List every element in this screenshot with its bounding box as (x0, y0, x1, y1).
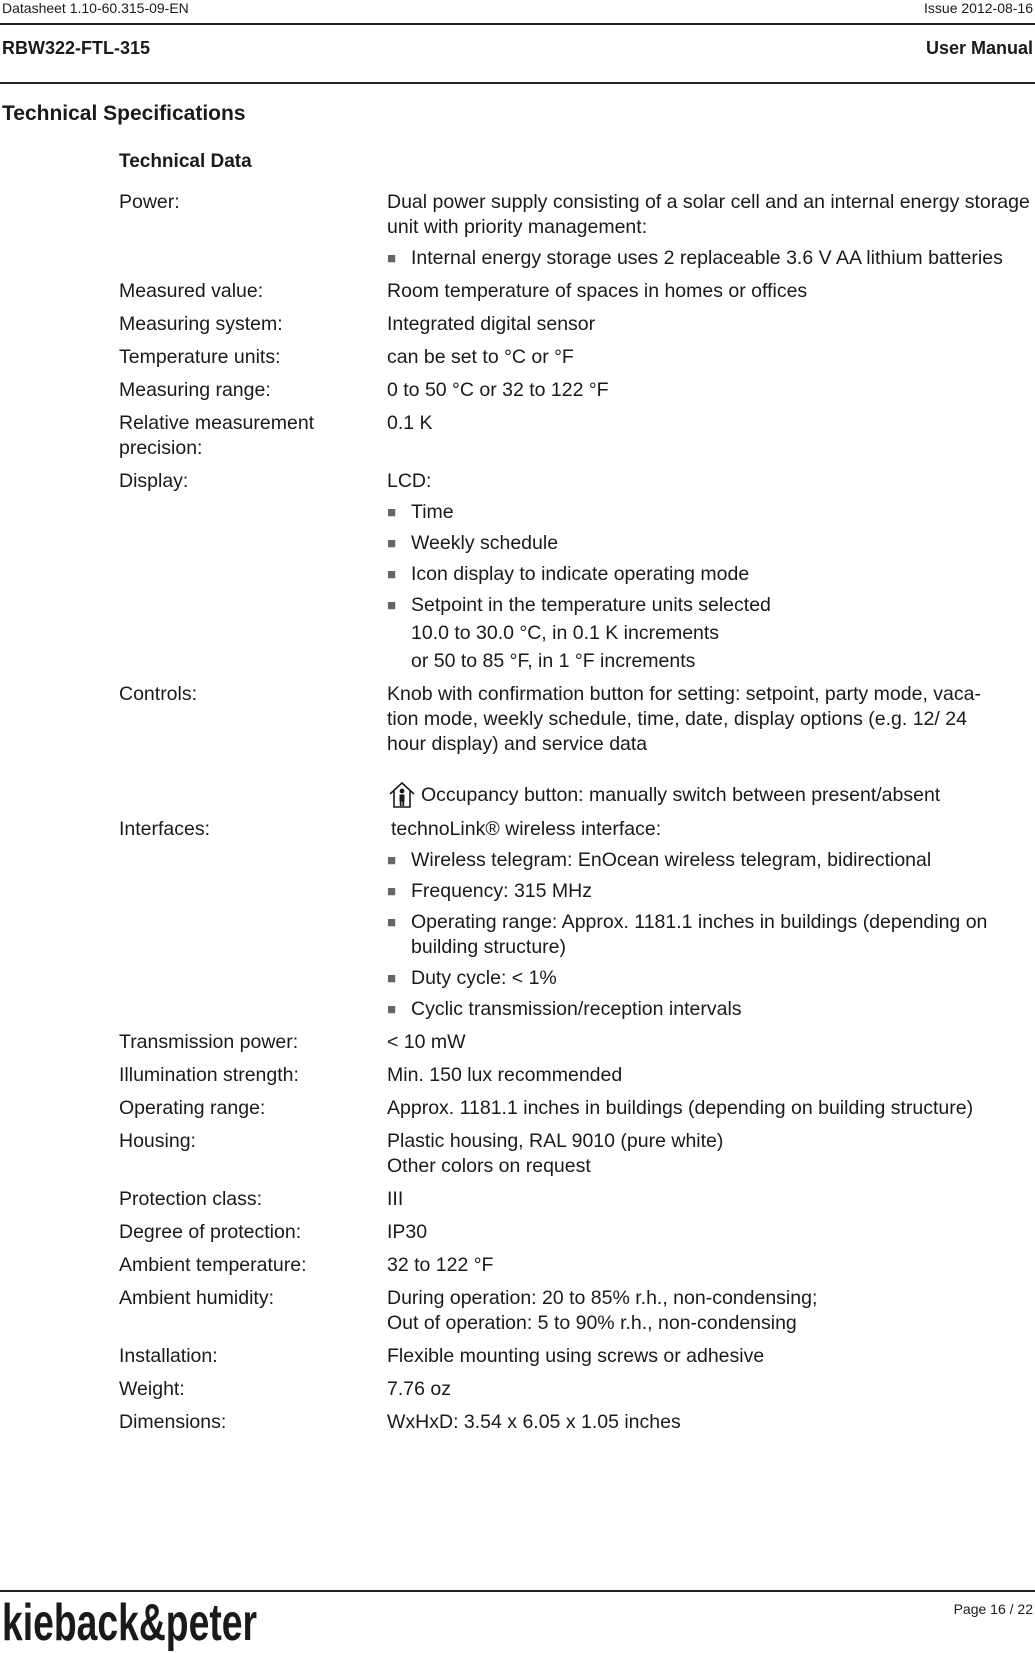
bullet-item: ■ Cyclic transmission/reception intervals (387, 997, 1035, 1022)
spec-label: Interfaces: (119, 818, 211, 840)
datasheet-number: Datasheet 1.10-60.315-09-EN (2, 0, 189, 16)
product-name: RBW322-FTL-315 (2, 38, 151, 58)
spec-label: Degree of protection: (119, 1221, 302, 1243)
occupancy-text: Occupancy button: manually switch between present/absent (421, 783, 941, 806)
spec-value (387, 469, 1035, 674)
spec-value: 0 to 50 °C or 32 to 122 °F (387, 379, 609, 401)
spec-table (119, 190, 1035, 1443)
bullet-item: ■ Icon display to indicate operating mode (387, 562, 1035, 587)
spec-value: 32 to 122 °F (387, 1254, 494, 1276)
spec-value (387, 817, 1035, 1022)
spec-value: Min. 150 lux recommended (387, 1064, 623, 1086)
header-rule-2 (0, 82, 1035, 84)
spec-value: can be set to °C or °F (387, 346, 574, 368)
spec-label: Controls: (119, 683, 198, 705)
bullet-item: ■ Wireless telegram: EnOcean wireless telegram, bidirectional (387, 848, 1035, 873)
spec-row-ambient-humidity (119, 1286, 1035, 1344)
spec-value: 0.1 K (387, 412, 433, 434)
spec-label: Power: (119, 191, 180, 213)
spec-label: Transmission power: (119, 1031, 299, 1053)
bullet-item: ■ Time (387, 500, 1035, 525)
humidity-line: During operation: 20 to 85% r.h., non-condensing; (387, 1287, 818, 1309)
bullet-item: ■ Internal energy storage uses 2 replaceable 3.6 V AA lithium batteries (387, 246, 1035, 271)
bullet-item: ■ Setpoint in the temperature units selected (387, 593, 1035, 618)
spec-label: Temperature units: (119, 346, 281, 368)
spec-label: Illumination strength: (119, 1064, 299, 1086)
spec-row-operating-range (119, 1096, 1035, 1129)
spec-label: Ambient humidity: (119, 1287, 274, 1309)
spec-value (387, 1129, 1035, 1179)
document-type: User Manual (925, 38, 1033, 58)
spec-value: III (387, 1188, 404, 1210)
footer-rule (0, 1590, 1035, 1592)
humidity-line: Out of operation: 5 to 90% r.h., non-condensing (387, 1312, 797, 1334)
bullet-item: ■ Duty cycle: < 1% (387, 966, 1035, 991)
spec-row-controls (119, 682, 1035, 817)
spec-label: Relative measurement precision: (119, 412, 315, 459)
spec-row-interfaces (119, 817, 1035, 1030)
spec-row-dimensions (119, 1410, 1035, 1443)
bullet-item: ■ Frequency: 315 MHz (387, 879, 1035, 904)
spec-label: Measured value: (119, 280, 264, 302)
spec-row-measuring-range (119, 378, 1035, 411)
spec-label: Dimensions: (119, 1411, 227, 1433)
bullet-item: ■ Weekly schedule (387, 531, 1035, 556)
spec-value: IP30 (387, 1221, 428, 1243)
interfaces-intro: technoLink® wireless interface: (391, 818, 662, 840)
issue-date: Issue 2012-08-16 (924, 0, 1033, 16)
housing-line: Plastic housing, RAL 9010 (pure white) (387, 1130, 724, 1152)
spec-value: < 10 mW (387, 1031, 466, 1053)
spec-value (387, 190, 1035, 271)
spec-label: Protection class: (119, 1188, 263, 1210)
spec-row-precision (119, 411, 1035, 469)
spec-row-installation (119, 1344, 1035, 1377)
spec-row-display (119, 469, 1035, 682)
spec-row-power (119, 190, 1035, 279)
spec-value (387, 1286, 1035, 1336)
spec-row-transmission-power (119, 1030, 1035, 1063)
header-rule (0, 23, 1035, 25)
spec-value: Flexible mounting using screws or adhesive (387, 1345, 765, 1367)
spec-value (387, 682, 1035, 809)
spec-row-housing (119, 1129, 1035, 1187)
spec-label: Measuring range: (119, 379, 271, 401)
bullet-continuation: 10.0 to 30.0 °C, in 0.1 K increments (411, 622, 720, 644)
occupancy-house-icon (387, 781, 417, 809)
spec-row-weight (119, 1377, 1035, 1410)
spec-row-illumination (119, 1063, 1035, 1096)
bullet-continuation: or 50 to 85 °F, in 1 °F increments (411, 650, 696, 672)
power-text: Dual power supply consisting of a solar cell and an internal energy storage unit with priority management: (387, 191, 1030, 238)
spec-label: Housing: (119, 1130, 196, 1152)
spec-value: 7.76 oz (387, 1378, 451, 1400)
spec-value: WxHxD: 3.54 x 6.05 x 1.05 inches (387, 1411, 681, 1433)
spec-label: Measuring system: (119, 313, 283, 335)
sub-title: Technical Data (119, 151, 252, 172)
spec-value: Integrated digital sensor (387, 313, 596, 335)
running-header (2, 0, 1033, 16)
spec-value: Approx. 1181.1 inches in buildings (depending on building structure) (387, 1097, 974, 1119)
display-intro: LCD: (387, 470, 432, 492)
spec-label: Weight: (119, 1378, 185, 1400)
controls-text: Knob with confirmation button for setting: setpoint, party mode, vaca-tion mode, weekly schedule, time, date, display options (e.g. 12/ 24 hour display) and service data (387, 683, 981, 755)
spec-label: Operating range: (119, 1097, 266, 1119)
housing-line: Other colors on request (387, 1155, 591, 1177)
spec-label: Display: (119, 470, 189, 492)
spec-row-ambient-temperature (119, 1253, 1035, 1286)
section-title: Technical Specifications (2, 102, 246, 125)
spec-value: Room temperature of spaces in homes or offices (387, 280, 808, 302)
spec-row-measuring-system (119, 312, 1035, 345)
kieback-peter-logo (2, 1596, 262, 1653)
occupancy-line (387, 781, 995, 809)
spec-row-degree-protection (119, 1220, 1035, 1253)
spec-row-measured-value (119, 279, 1035, 312)
spec-label: Installation: (119, 1345, 218, 1367)
spec-label: Ambient temperature: (119, 1254, 307, 1276)
spec-row-protection-class (119, 1187, 1035, 1220)
logo-wordmark: kieback&peter (2, 1594, 257, 1652)
page-number: Page 16 / 22 (953, 1601, 1033, 1617)
bullet-item: ■ Operating range: Approx. 1181.1 inches in buildings (depending on building structure) (387, 910, 1035, 960)
spec-row-temperature-units (119, 345, 1035, 378)
